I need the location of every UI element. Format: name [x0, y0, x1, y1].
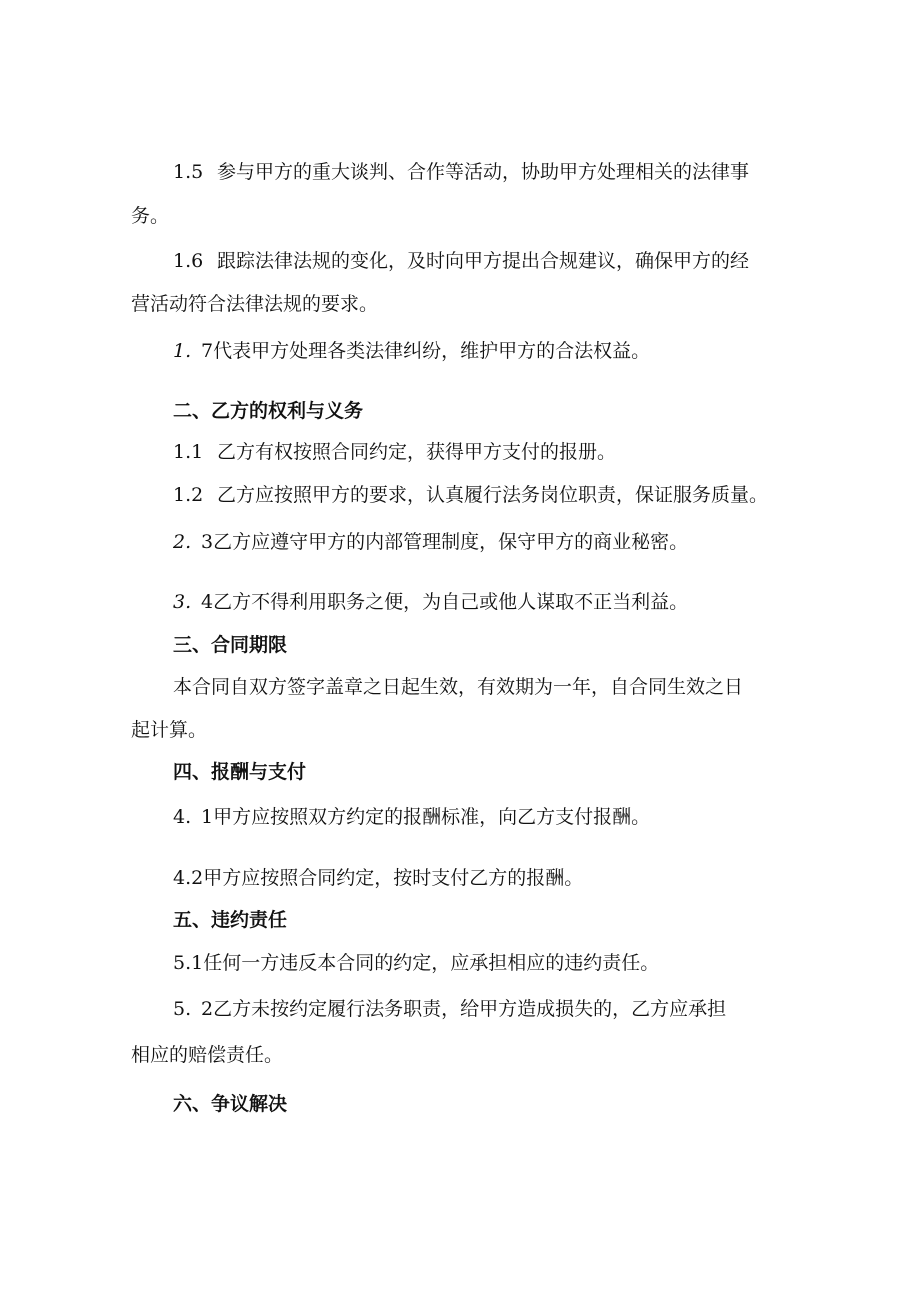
section-heading-5 [173, 908, 287, 932]
paragraph-text: 本合同自双方签字盖章之日起生效，有效期为一年，自合同生效之日 [173, 676, 744, 698]
clause-text: 跟踪法律法规的变化，及时向甲方提出合规建议，确保甲方的经 [217, 250, 750, 272]
clause-number: 3. [173, 591, 192, 613]
clause-text: 乙方应按照甲方的要求，认真履行法务岗位职责，保证服务质量。 [217, 484, 769, 506]
clause-4-2 [173, 866, 583, 890]
section-heading-4 [173, 760, 306, 784]
heading-text: 四、报酬与支付 [173, 761, 307, 783]
paragraph-term [173, 675, 743, 699]
section-heading-2 [173, 399, 363, 423]
clause-2-1 [173, 440, 616, 464]
heading-text: 六、争议解决 [173, 1093, 288, 1115]
clause-1-5-continued [131, 204, 169, 228]
clause-text: 3乙方应遵守甲方的内部管理制度，保守甲方的商业秘密。 [201, 531, 689, 553]
clause-2-4 [173, 590, 688, 614]
paragraph-text: 起计算。 [131, 719, 208, 741]
clause-text: 5.1任何一方违反本合同的约定，应承担相应的违约责任。 [173, 952, 660, 974]
clause-1-6 [173, 249, 749, 273]
heading-text: 二、乙方的权利与义务 [173, 400, 364, 422]
heading-text: 五、违约责任 [173, 909, 288, 931]
clause-text: 相应的赔偿责任。 [131, 1044, 284, 1066]
clause-text: 乙方有权按照合同约定，获得甲方支付的报册。 [217, 441, 617, 463]
clause-text: 1甲方应按照双方约定的报酬标准，向乙方支付报酬。 [201, 806, 651, 828]
clause-number: 2. [173, 531, 192, 553]
clause-text: 4.2甲方应按照合同约定，按时支付乙方的报酬。 [173, 867, 584, 889]
clause-2-2 [173, 483, 768, 507]
clause-number: 1.5 [173, 161, 204, 183]
clause-2-3 [173, 530, 688, 554]
clause-text: 营活动符合法律法规的要求。 [131, 293, 379, 315]
clause-1-6-continued [131, 292, 378, 316]
clause-5-2 [173, 997, 726, 1021]
paragraph-term-continued [131, 718, 207, 742]
clause-4-1 [173, 805, 650, 829]
heading-text: 三、合同期限 [173, 634, 288, 656]
clause-text: 务。 [131, 205, 170, 227]
clause-5-1 [173, 951, 659, 975]
clause-number: 1.2 [173, 484, 204, 506]
clause-number: 1. [173, 340, 192, 362]
clause-number: 5. [173, 998, 192, 1020]
clause-text: 7代表甲方处理各类法律纠纷，维护甲方的合法权益。 [201, 340, 651, 362]
clause-5-2-continued [131, 1043, 283, 1067]
clause-1-7 [173, 339, 650, 363]
clause-number: 1.1 [173, 441, 204, 463]
section-heading-6 [173, 1092, 287, 1116]
clause-number: 1.6 [173, 250, 204, 272]
section-heading-3 [173, 633, 287, 657]
clause-1-5 [173, 160, 749, 184]
clause-text: 4乙方不得利用职务之便，为自己或他人谋取不正当利益。 [201, 591, 689, 613]
clause-number: 4. [173, 806, 192, 828]
clause-text: 参与甲方的重大谈判、合作等活动，协助甲方处理相关的法律事 [217, 161, 750, 183]
clause-text: 2乙方未按约定履行法务职责，给甲方造成损失的，乙方应承担 [201, 998, 727, 1020]
